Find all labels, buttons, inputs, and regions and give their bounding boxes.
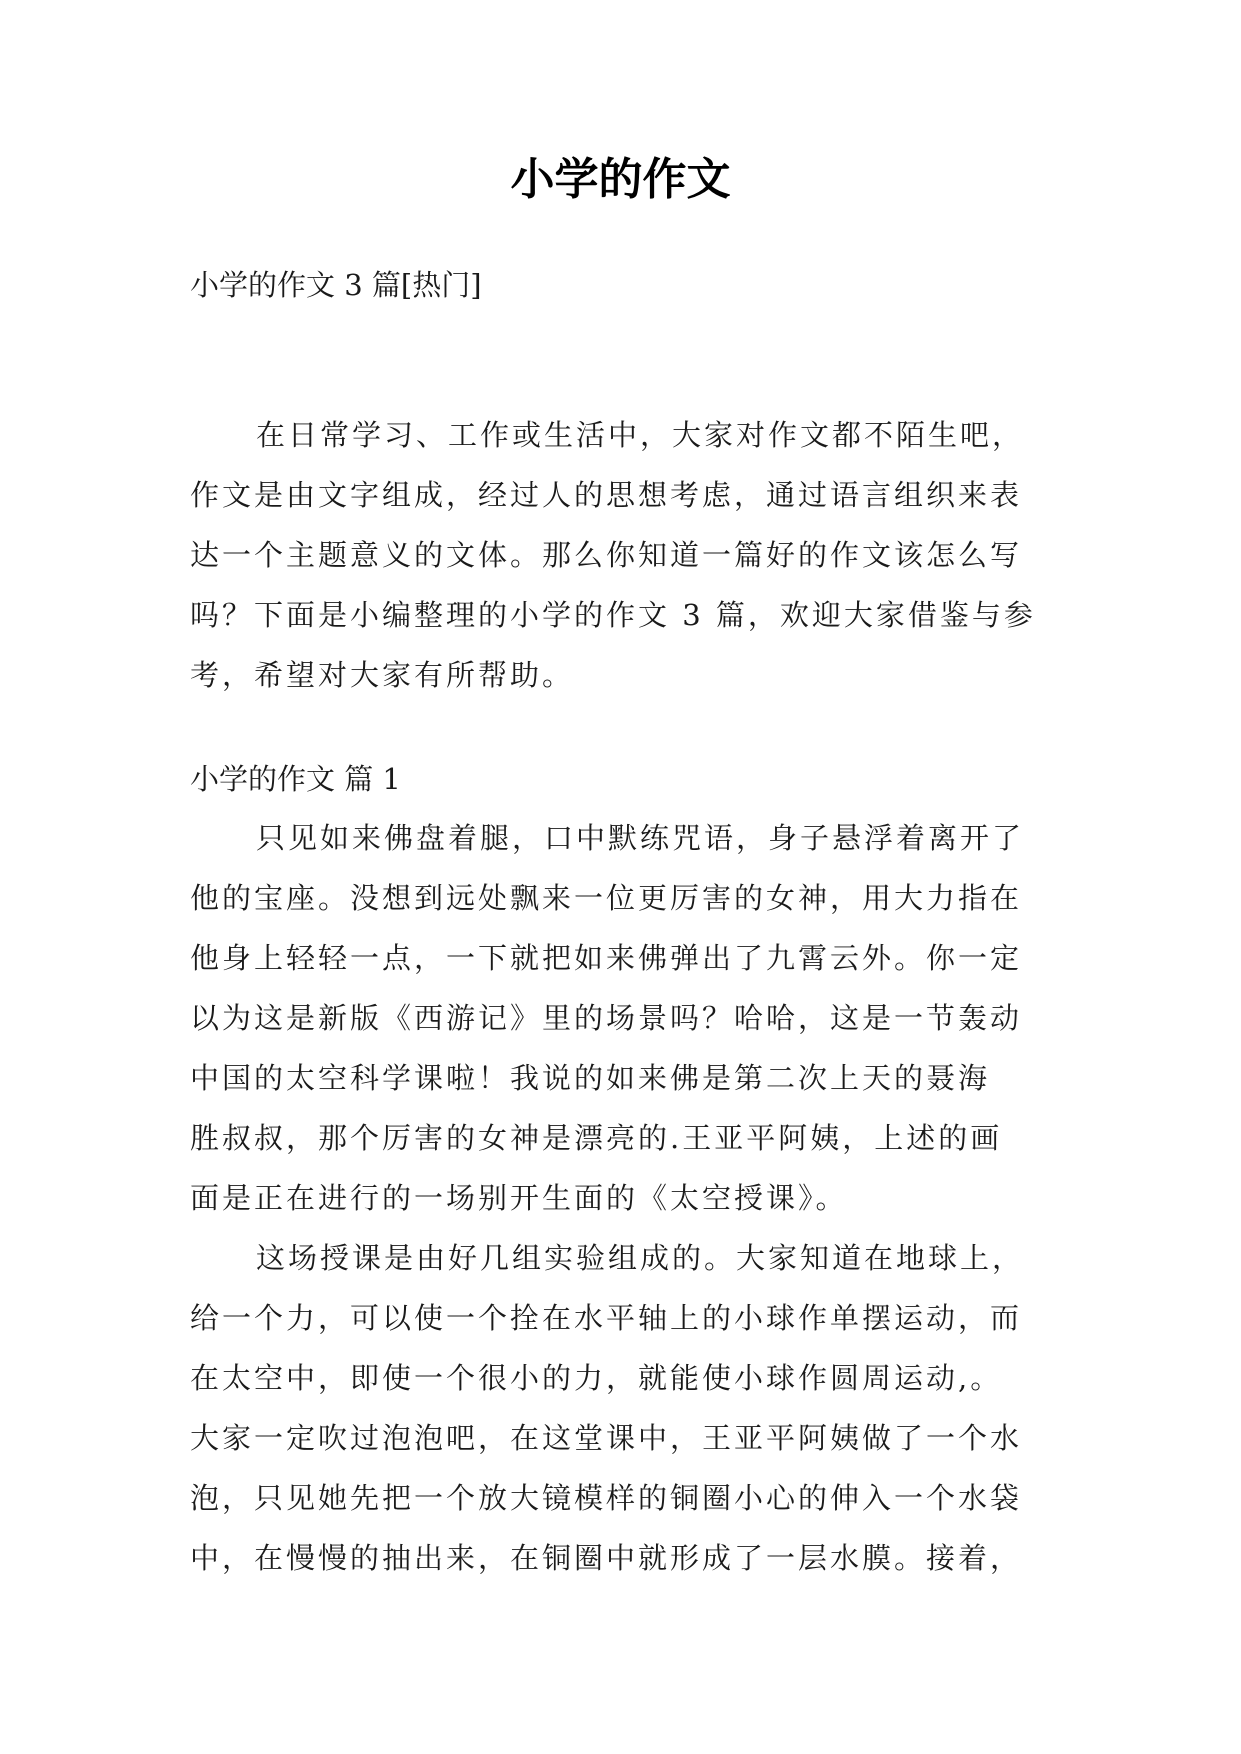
text-line: 在太空中，即使一个很小的力，就能使小球作圆周运动,。 — [190, 1361, 1003, 1395]
body-paragraph-2 — [190, 1228, 1024, 1588]
text-line: 在日常学习、工作或生活中，大家对作文都不陌生吧， — [256, 418, 1025, 452]
text-line: 中，在慢慢的抽出来，在铜圈中就形成了一层水膜。接着， — [190, 1541, 1023, 1575]
text-line: 胜叔叔，那个厉害的女神是漂亮的.王亚平阿姨，上述的画 — [190, 1121, 1003, 1155]
text-line: 考，希望对大家有所帮助。 — [190, 658, 575, 692]
section-heading: 小学的作文 篇 1 — [190, 762, 401, 796]
text-line: 只见如来佛盘着腿，口中默练咒语，身子悬浮着离开了 — [256, 821, 1025, 855]
text-line: 他的宝座。没想到远处飘来一位更厉害的女神，用大力指在 — [190, 881, 1023, 915]
text-line: 这场授课是由好几组实验组成的。大家知道在地球上， — [256, 1241, 1025, 1275]
body-paragraph-1 — [190, 808, 1024, 1228]
text-line: 作文是由文字组成，经过人的思想考虑，通过语言组织来表 — [190, 478, 1023, 512]
text-line: 以为这是新版《西游记》里的场景吗？哈哈，这是一节轰动 — [190, 1001, 1023, 1035]
text-line: 吗？下面是小编整理的小学的作文 3 篇，欢迎大家借鉴与参 — [190, 598, 1036, 632]
text-line: 中国的太空科学课啦！我说的如来佛是第二次上天的聂海 — [190, 1061, 991, 1095]
document-subtitle: 小学的作文 3 篇[热门] — [190, 268, 482, 302]
text-line: 面是正在进行的一场别开生面的《太空授课》。 — [190, 1181, 848, 1215]
text-line: 大家一定吹过泡泡吧，在这堂课中，王亚平阿姨做了一个水 — [190, 1421, 1023, 1455]
text-line: 达一个主题意义的文体。那么你知道一篇好的作文该怎么写 — [190, 538, 1023, 572]
document-title: 小学的作文 — [510, 154, 731, 205]
intro-paragraph — [190, 405, 1036, 705]
text-line: 给一个力，可以使一个拴在水平轴上的小球作单摆运动，而 — [190, 1301, 1023, 1335]
text-line: 他身上轻轻一点，一下就把如来佛弹出了九霄云外。你一定 — [190, 941, 1023, 975]
text-line: 泡，只见她先把一个放大镜模样的铜圈小心的伸入一个水袋 — [190, 1481, 1023, 1515]
